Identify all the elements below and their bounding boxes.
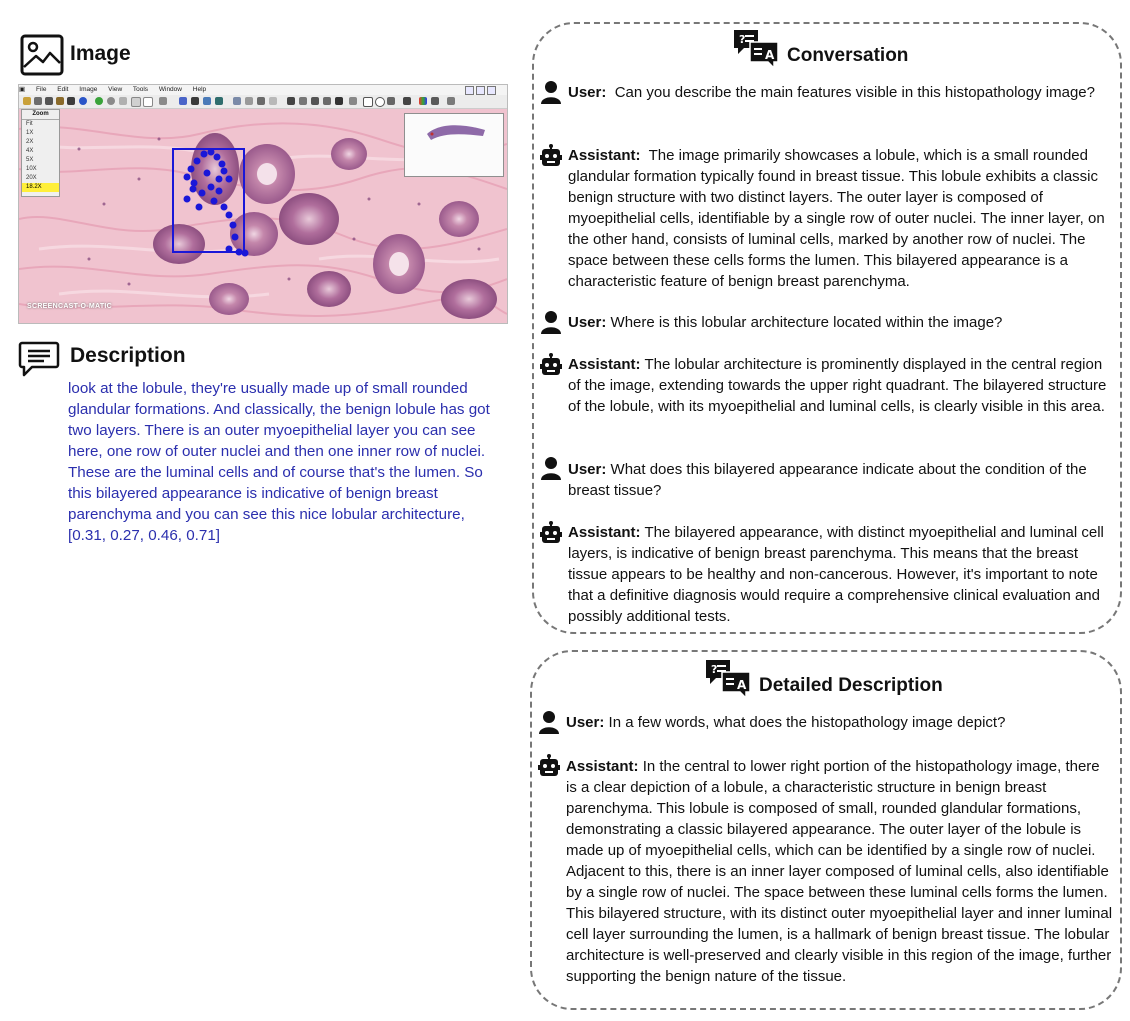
image-section-header — [20, 34, 220, 78]
zoom-level-5x: 5X — [26, 157, 34, 163]
user-icon — [540, 456, 562, 480]
rectangle-icon — [363, 97, 373, 107]
user-icon — [540, 80, 562, 104]
close-icon — [487, 86, 496, 95]
message-role: User: — [568, 461, 607, 478]
line-icon — [335, 97, 343, 105]
conversation-header — [732, 28, 992, 70]
qa-chat-icon — [704, 658, 752, 700]
grid-icon — [179, 97, 187, 105]
qa-chat-icon — [732, 28, 780, 70]
detailed-message-2 — [566, 756, 1114, 987]
message-text: The lobular architecture is prominently displayed in the central region of the image, extending towards the upper right quadrant. The bilayered structure of the lobule, with its myoepithelial and luminal cells, is clearly visible in this area. — [568, 356, 1107, 415]
zoom-title: Zoom — [22, 110, 59, 120]
description-text: look at the lobule, they're usually made up of small rounded glandular formations. And classically, the benign lobule has got two layers. There is an outer myoepithelial layer you can see here, one row of outer nuclei and then one inner row of nuclei. These are the luminal cells and of course that's the lumen. So this bilayered appearance is indicative of benign breast parenchyma and you can see this nice lobular architecture, [0.31, 0.27, 0.46, 0.71] — [68, 380, 490, 544]
eraser-icon — [245, 97, 253, 105]
message-text: What does this bilayered appearance indicate about the condition of the breast tissue? — [568, 461, 1087, 499]
tool-icon — [56, 97, 64, 105]
conversation-message-3 — [568, 312, 1113, 333]
zoom-level-1x: 1X — [26, 130, 34, 136]
text-tool-icon — [257, 97, 265, 105]
description-section-title: Description — [70, 344, 186, 367]
zoom-level-selected: 18.2X — [22, 183, 59, 192]
description-section-header — [18, 340, 238, 380]
viewer-menubar — [19, 85, 507, 95]
zoom-level-10x: 10X — [26, 166, 37, 172]
zoom-level-20x: 20X — [26, 175, 37, 181]
user-icon — [538, 710, 560, 734]
conversation-message-2 — [568, 145, 1113, 292]
svg-text:A: A — [737, 678, 747, 692]
layout-icon — [191, 97, 199, 105]
image-section-title: Image — [70, 42, 131, 65]
message-text: The bilayered appearance, with distinct myoepithelial and luminal cell layers, is indicative of benign breast parenchyma. This means that the breast tissue appears to be healthy and non-cancerous. However, it's important to note that a definitive diagnosis would require a comprehensive clinical evaluation and possibly additional tests. — [568, 524, 1104, 625]
image-tool-icon — [203, 97, 211, 105]
overview-tissue — [405, 114, 503, 176]
help-icon — [447, 97, 455, 105]
assistant-robot-icon — [540, 521, 562, 545]
svg-text:?: ? — [711, 663, 718, 676]
detailed-description-title: Detailed Description — [759, 675, 943, 696]
polygon-icon — [387, 97, 395, 105]
menu-edit: Edit — [57, 86, 69, 93]
rotate-icon — [159, 97, 167, 105]
select-icon — [131, 97, 141, 107]
message-text: Where is this lobular architecture located within the image? — [610, 314, 1003, 331]
assistant-robot-icon — [538, 754, 560, 778]
message-icon — [18, 340, 60, 378]
screencast-watermark: SCREENCAST-O-MATIC — [27, 303, 112, 310]
region-icon — [143, 97, 153, 107]
message-role: Assistant: — [568, 356, 641, 373]
menu-tools: Tools — [132, 86, 149, 93]
message-text: The image primarily showcases a lobule, which is a small rounded glandular formation typically found in breast tissue. This lobule exhibits a classic benign structure with two distinct layers. The outer layer is composed of myoepithelial cells, identifiable by a single row of outer nuclei. The inner layer, on the other hand, consists of luminal cells, marked by another row of nuclei. The space between these cells forms the lumen. This bilayered appearance is a characteristic feature of benign breast parenchyma. — [568, 147, 1105, 290]
message-role: User: — [566, 714, 605, 731]
message-text: Can you describe the main features visible in this histopathology image? — [614, 84, 1095, 101]
message-text: In a few words, what does the histopathology image depict? — [608, 714, 1006, 731]
pen-icon — [233, 97, 241, 105]
ruler-icon — [349, 97, 357, 105]
copy-icon — [269, 97, 277, 105]
zoom-level-fit: Fit — [26, 121, 33, 127]
overview-thumbnail — [404, 113, 504, 177]
color-icon — [419, 97, 427, 105]
export-icon — [215, 97, 223, 105]
menu-help: Help — [192, 86, 207, 93]
assistant-robot-icon — [540, 353, 562, 377]
svg-text:?: ? — [739, 33, 746, 46]
menu-view: View — [108, 86, 123, 93]
conversation-message-1 — [568, 82, 1113, 103]
fit-icon — [119, 97, 127, 105]
user-icon — [540, 310, 562, 334]
image-icon — [20, 34, 64, 76]
open-icon — [23, 97, 31, 105]
minimize-icon — [465, 86, 474, 95]
zoom-in-icon — [95, 97, 103, 105]
list-icon — [403, 97, 411, 105]
detailed-description-header — [704, 658, 1004, 700]
measure-icon — [67, 97, 75, 105]
pointer-icon — [299, 97, 307, 105]
conversation-message-6 — [568, 522, 1113, 627]
assistant-robot-icon — [540, 144, 562, 168]
viewer-toolbar — [19, 95, 507, 109]
camera-icon — [311, 97, 319, 105]
detailed-message-1 — [566, 712, 1114, 733]
menu-file: File — [35, 86, 47, 93]
zoom-level-2x: 2X — [26, 139, 34, 145]
message-role: Assistant: — [566, 758, 639, 775]
message-role: User: — [568, 314, 607, 331]
zoom-out-icon — [107, 97, 115, 105]
arrow-icon — [323, 97, 331, 105]
settings-icon — [431, 97, 439, 105]
maximize-icon — [476, 86, 485, 95]
viewer-app-icon: ▣ — [19, 86, 26, 93]
hand-icon — [287, 97, 295, 105]
menu-image: Image — [79, 86, 98, 93]
conversation-message-4 — [568, 354, 1113, 417]
menu-window: Window — [158, 86, 182, 93]
zoom-panel — [21, 109, 60, 197]
ellipse-icon — [375, 97, 385, 107]
viewer-screenshot — [18, 84, 508, 324]
conversation-message-5 — [568, 459, 1113, 501]
message-role: Assistant: — [568, 524, 641, 541]
message-role: Assistant: — [568, 147, 641, 164]
svg-text:A: A — [765, 48, 775, 62]
print-icon — [45, 97, 53, 105]
conversation-title: Conversation — [787, 45, 909, 66]
message-text: In the central to lower right portion of the histopathology image, there is a clear depiction of a lobule, a characteristic structure in benign breast parenchyma. This lobule is composed of small, rounded glandular formations, demonstrating a classic bilayered appearance. The outer layer of the lobule is made up of myoepithelial cells, which can be identified by a single row of nuclei. Adjacent to this, there is an inner layer composed of luminal cells, also identifiable by a single row of nuclei. The space between these luminal cells forms the lumen. This bilayered structure, with its distinct outer myoepithelial layer and inner luminal cell layer surrounding the lumen, is a hallmark of benign breast tissue. The lobular architecture is well-preserved and clearly visible in this region of the image, further supporting the benign nature of the tissue. — [566, 758, 1113, 985]
save-icon — [34, 97, 42, 105]
zoom-level-4x: 4X — [26, 148, 34, 154]
message-role: User: — [568, 84, 607, 101]
info-icon — [79, 97, 87, 105]
